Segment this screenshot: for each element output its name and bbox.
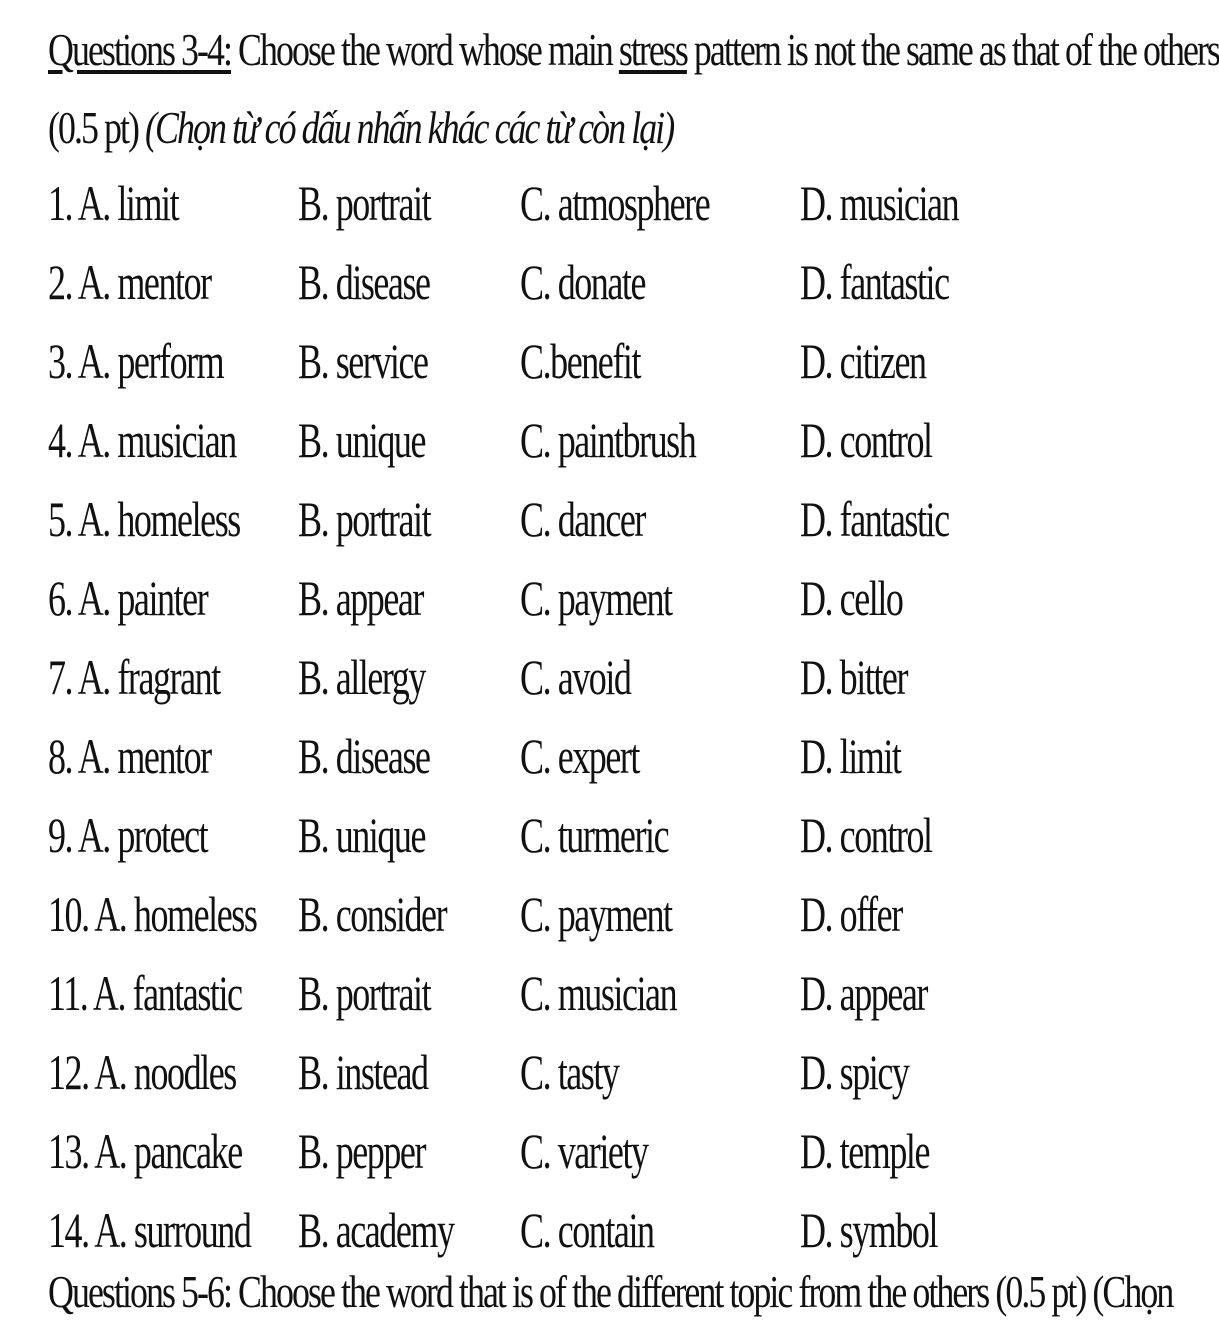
option-b: B. disease [298, 728, 430, 784]
question-row-3 [0, 326, 1024, 405]
option-d: D. citizen [800, 333, 926, 389]
option-c: C. dancer [520, 491, 645, 547]
option-c: C. turmeric [520, 807, 669, 863]
option-a: 11. A. fantastic [48, 965, 242, 1021]
option-a: 12. A. noodles [48, 1044, 236, 1100]
question-row-11 [0, 958, 1024, 1037]
question-row-2 [0, 247, 1024, 326]
question-row-13 [0, 1116, 1024, 1195]
question-row-8 [0, 721, 1024, 800]
option-b: B. portrait [298, 491, 431, 547]
section-heading-line2 [48, 96, 673, 160]
option-d: D. appear [800, 965, 927, 1021]
option-b: B. service [298, 333, 428, 389]
option-d: D. offer [800, 886, 902, 942]
instruction-text-part2: pattern is not the same as that of the others [686, 24, 1219, 75]
option-c: C. musician [520, 965, 677, 1021]
option-a: 13. A. pancake [48, 1123, 242, 1179]
option-b: B. instead [298, 1044, 428, 1100]
option-b: B. unique [298, 807, 426, 863]
option-d: D. control [800, 807, 932, 863]
option-c: C. payment [520, 570, 672, 626]
question-row-5 [0, 484, 1024, 563]
option-a: 4. A. musician [48, 412, 236, 468]
question-row-12 [0, 1037, 1024, 1116]
option-a: 1. A. limit [48, 175, 179, 231]
option-c: C. expert [520, 728, 640, 784]
section-label: Questions 3-4: [48, 24, 231, 75]
option-a: 14. A. surround [48, 1202, 251, 1258]
option-d: D. temple [800, 1123, 930, 1179]
option-c: C. variety [520, 1123, 648, 1179]
question-row-6 [0, 563, 1024, 642]
option-c: C. paintbrush [520, 412, 696, 468]
option-a: 8. A. mentor [48, 728, 211, 784]
option-a: 10. A. homeless [48, 886, 257, 942]
option-a: 2. A. mentor [48, 254, 211, 310]
option-b: B. disease [298, 254, 430, 310]
option-d: D. bitter [800, 649, 908, 705]
stress-word: stress [618, 24, 687, 75]
option-b: B. consider [298, 886, 447, 942]
question-row-10 [0, 879, 1024, 958]
option-b: B. unique [298, 412, 426, 468]
option-a: 5. A. homeless [48, 491, 240, 547]
option-a: 7. A. fragrant [48, 649, 220, 705]
option-b: B. allergy [298, 649, 425, 705]
question-row-1 [0, 168, 1024, 247]
option-d: D. spicy [800, 1044, 909, 1100]
option-a: 3. A. perform [48, 333, 224, 389]
vietnamese-instruction: (Chọn từ có dấu nhấn khác các từ còn lại) [145, 102, 674, 153]
option-c: C. tasty [520, 1044, 619, 1100]
option-b: B. portrait [298, 965, 431, 1021]
option-b: B. pepper [298, 1123, 426, 1179]
option-c: C.benefit [520, 333, 641, 389]
option-d: D. limit [800, 728, 901, 784]
section-heading-line1 [48, 18, 1219, 82]
next-section-heading-cut-off: Questions 5-6: Choose the word that is of the different topic from the others (0.5 pt) (Chọn [48, 1266, 1173, 1317]
option-c: C. avoid [520, 649, 631, 705]
option-b: B. appear [298, 570, 423, 626]
option-b: B. portrait [298, 175, 431, 231]
question-row-4 [0, 405, 1024, 484]
option-c: C. donate [520, 254, 646, 310]
option-d: D. fantastic [800, 491, 949, 547]
option-a: 9. A. protect [48, 807, 208, 863]
option-d: D. musician [800, 175, 959, 231]
question-row-9 [0, 800, 1024, 879]
question-list [0, 168, 1024, 1274]
option-c: C. payment [520, 886, 672, 942]
option-d: D. symbol [800, 1202, 938, 1258]
option-d: D. control [800, 412, 932, 468]
option-a: 6. A. painter [48, 570, 208, 626]
option-d: D. cello [800, 570, 903, 626]
option-d: D. fantastic [800, 254, 949, 310]
option-c: C. atmosphere [520, 175, 710, 231]
question-row-7 [0, 642, 1024, 721]
option-b: B. academy [298, 1202, 454, 1258]
instruction-text-part1: Choose the word whose main [230, 24, 619, 75]
option-c: C. contain [520, 1202, 654, 1258]
points-text: (0.5 pt) [48, 102, 146, 153]
